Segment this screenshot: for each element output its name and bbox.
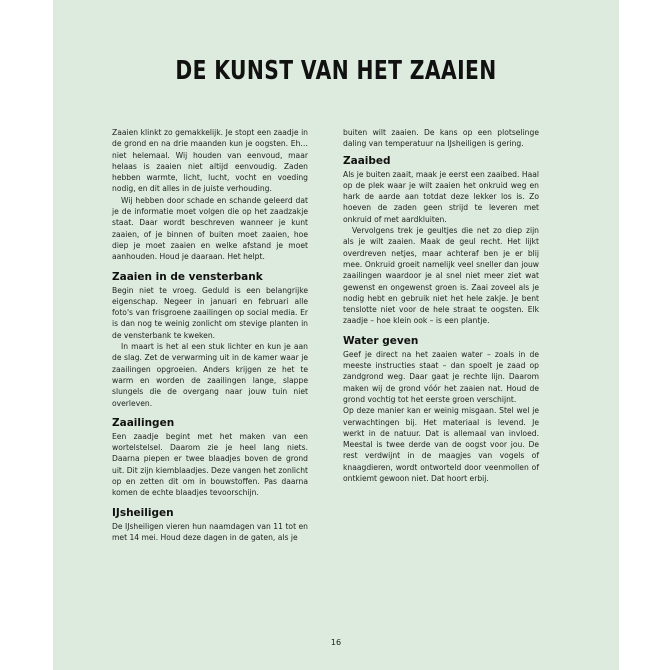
- paragraph: Zaaien klinkt zo gemakkelijk. Je stopt een zaadje in de grond en na drie maanden kun je oogsten. Eh… niet helemaal. Wij houden van eenvoud, maar helaas is zaaien niet altijd eenvoudig. Zaden hebben warmte, licht, lucht, vocht en voeding nodig, en dit alles in de juiste verhouding.: [112, 128, 308, 194]
- paragraph: buiten wilt zaaien. De kans op een plotselinge daling van temperatuur na IJsheiligen is gering.: [343, 128, 539, 149]
- left-column: [112, 127, 308, 543]
- paragraph: Vervolgens trek je geultjes die net zo diep zijn als je wilt zaaien. Maak de geul recht. Het lijkt overdreven netjes, maar achteraf ben je er blij mee. Onkruid groeit namelijk veel sneller dan jouw zaailingen waardoor je al snel niet meer ziet wat gewenst en ongewenst groen is. Zaai zoveel als je nodig hebt en gebruik niet het hele zakje. Je bent tenslotte niet voor de hele straat te oogsten. Elk zaadje – hoe klein ook – is een plantje.: [343, 226, 539, 326]
- paragraph: Op deze manier kan er weinig misgaan. Stel wel je verwachtingen bij. Het materiaal is levend. Je werkt in de natuur. Dat is allemaal van invloed. Meestal is twee derde van de oogst voor jou. De rest verdwijnt in de maagjes van vogels of knaagdieren, wordt ontworteld door veenmollen of ontkiemt gewoon niet. Dat hoort erbij.: [343, 406, 539, 484]
- paragraph: Geef je direct na het zaaien water – zoals in de meeste instructies staat – dan spoelt je zaad op zandgrond weg. Daar gaat je rechte lijn. Daarom maken wij de grond vóór het zaaien nat. Houd de grond vochtig tot het eerste groen verschijnt.: [343, 349, 539, 404]
- paragraph: Wij hebben door schade en schande geleerd dat je de informatie moet volgen die op het zaadzakje staat. Daar wordt beschreven wanneer je kunt zaaien, of je binnen of buiten moet zaaien, hoe diep je moet zaaien en welke afstand je moet aanhouden. Houd je daaraan. Het helpt.: [112, 195, 308, 262]
- right-column: [343, 127, 539, 484]
- page-title: DE KUNST VAN HET ZAAIEN: [175, 56, 497, 86]
- paragraph: In maart is het al een stuk lichter en kun je aan de slag. Zet de verwarming uit in de kamer waar je zaailingen opgroeien. Anders krijgen ze het te warm en worden de zaailingen lange, slappe slungels die de overgang naar jouw tuin niet overleven.: [112, 342, 308, 408]
- section-heading-zaaibed: Zaaibed: [343, 154, 391, 167]
- section-heading-zaailingen: Zaailingen: [112, 416, 175, 429]
- paragraph: Begin niet te vroeg. Geduld is een belangrijke eigenschap. Negeer in januari en februari alle foto's van frisgroene zaailingen op social media. Er is dan nog te weinig zonlicht om stevige planten in de vensterbank te kweken.: [112, 285, 308, 340]
- page-number: 16: [330, 638, 342, 647]
- paragraph: Als je buiten zaait, maak je eerst een zaaibed. Haal op de plek waar je wilt zaaien het onkruid weg en hark de aarde aan totdat deze lekker los is. Zo hoeven de zaden geen strijd te leveren met onkruid of met aardkluiten.: [343, 169, 539, 224]
- section-heading-water-geven: Water geven: [343, 334, 419, 347]
- paragraph: Een zaadje begint met het maken van een wortelstelsel. Daarom zie je heel lang niets. Daarna piepen er twee blaadjes boven de grond uit. Dit zijn kiemblaadjes. Deze vangen het zonlicht op en zetten dit om in bouwstoffen. Pas daarna komen de echte blaadjes tevoorschijn.: [112, 431, 308, 498]
- section-heading-ijsheiligen: IJsheiligen: [112, 506, 174, 519]
- book-page: [53, 0, 619, 670]
- paragraph: De IJsheiligen vieren hun naamdagen van 11 tot en met 14 mei. Houd deze dagen in de gaten, als je: [112, 521, 308, 542]
- section-heading-vensterbank: Zaaien in de vensterbank: [112, 270, 263, 283]
